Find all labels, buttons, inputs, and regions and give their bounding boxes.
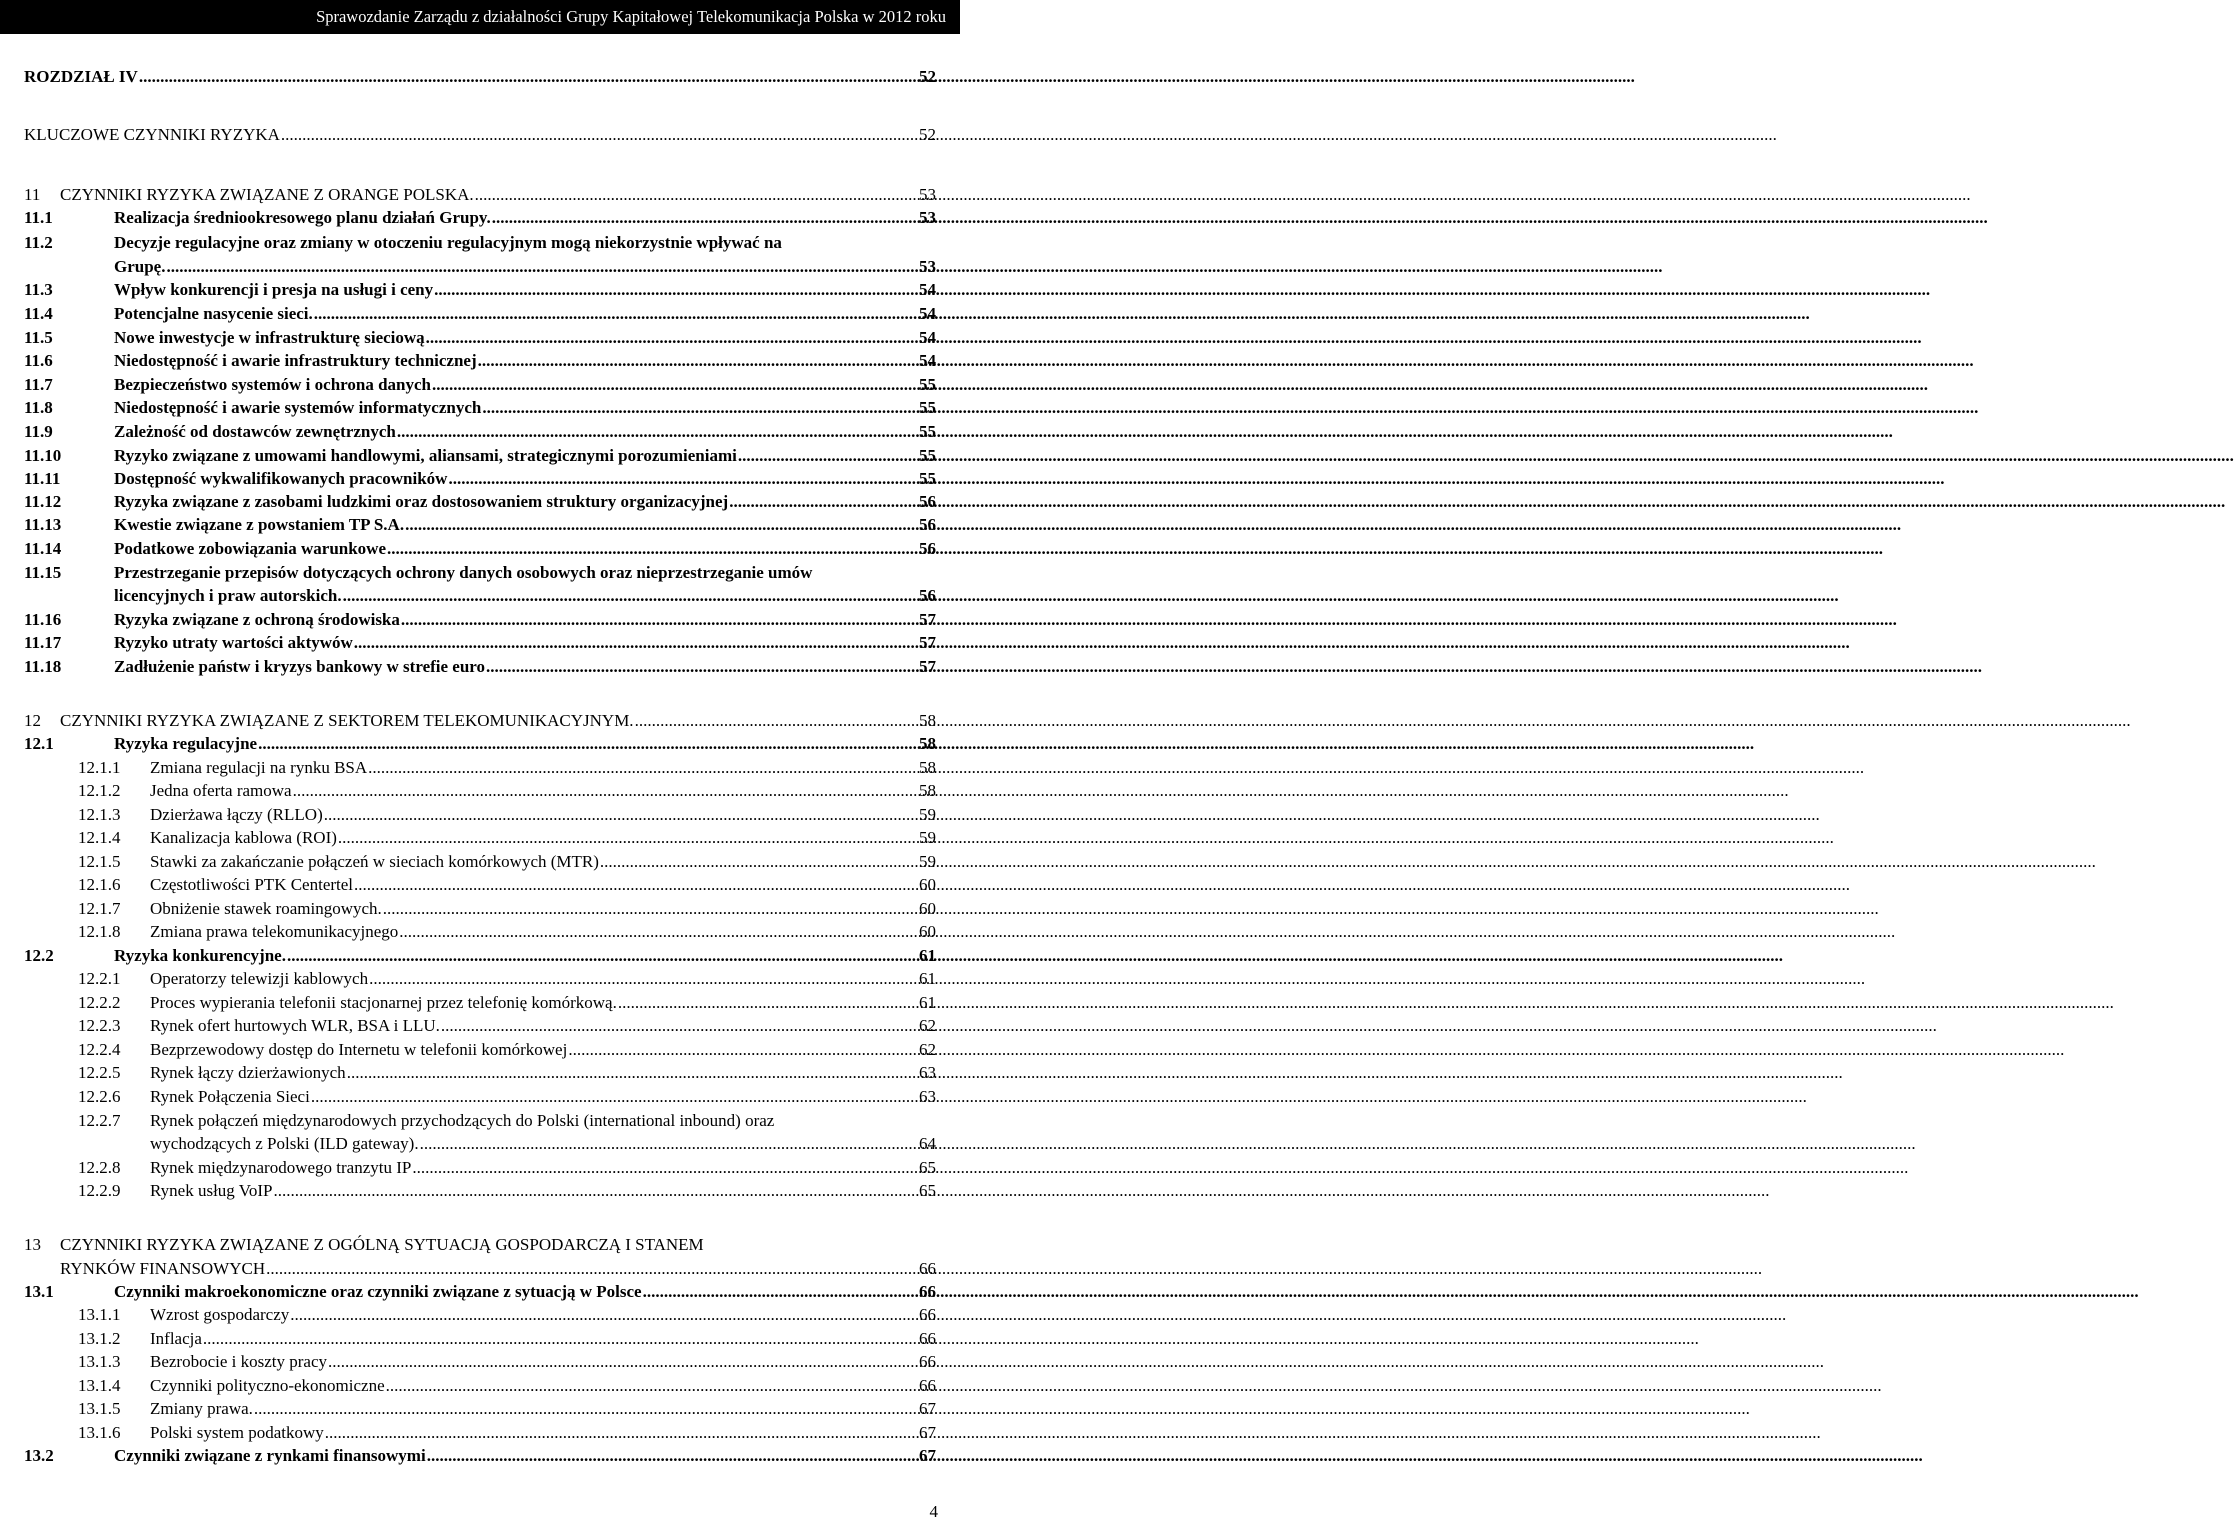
toc-entry-number: 12.1.8 <box>78 922 121 941</box>
dot-leader <box>427 1445 1923 1466</box>
toc-entry-page: 55 <box>919 398 936 417</box>
toc-entry-number: 11.3 <box>24 280 53 299</box>
header-title: Sprawozdanie Zarządu z działalności Grupy Kapitałowej Telekomunikacja Polska w 2012 roku <box>316 7 946 26</box>
toc-entry-page: 56 <box>919 515 936 534</box>
dot-leader <box>401 609 1897 630</box>
toc-entry-number: 13.1.5 <box>78 1399 121 1418</box>
toc-entry[interactable] <box>0 279 960 300</box>
toc-entry-title: Wpływ konkurencji i presja na usługi i ceny <box>114 280 434 299</box>
toc-entry-page: 59 <box>919 828 936 847</box>
toc-entry-title: licencyjnych i praw autorskich. <box>114 586 342 605</box>
toc-entry-title: Bezrobocie i koszty pracy <box>150 1352 328 1371</box>
dot-leader <box>482 397 1978 418</box>
toc-entry-title: Dzierżawa łączy (RLLO) <box>150 805 323 824</box>
dot-leader <box>475 184 1971 205</box>
toc-entry-page: 66 <box>919 1305 936 1324</box>
toc-entry-page: 54 <box>919 280 936 299</box>
toc-entry[interactable] <box>0 992 960 1013</box>
dot-leader <box>405 514 1901 535</box>
toc-entry-number: 12.1.2 <box>78 781 121 800</box>
toc-entry-title: Kanalizacja kablowa (ROI) <box>150 828 337 847</box>
toc-entry[interactable] <box>0 733 960 754</box>
toc-entry[interactable] <box>0 874 960 895</box>
toc-entry-page: 66 <box>919 1329 936 1348</box>
toc-entry-number: 11.6 <box>24 351 53 370</box>
dot-leader <box>432 374 1928 395</box>
toc-entry-page: 54 <box>919 351 936 370</box>
toc-entry-title: Zależność od dostawców zewnętrznych <box>114 422 396 441</box>
toc-entry-title: Ryzyka regulacyjne <box>114 734 258 753</box>
toc-entry[interactable] <box>0 1445 960 1466</box>
toc-entry-page: 61 <box>919 946 936 965</box>
toc-entry[interactable] <box>0 1039 960 1060</box>
toc-entry-page: 57 <box>919 657 936 676</box>
toc-entry[interactable] <box>0 968 960 989</box>
toc-entry-title: Realizacja średniookresowego planu działań Grupy. <box>114 208 491 227</box>
toc-entry-number: 11.9 <box>24 422 53 441</box>
toc-entry-title: CZYNNIKI RYZYKA ZWIĄZANE Z SEKTOREM TELEKOMUNIKACYJNYM. <box>60 711 634 730</box>
toc-entry-page: 66 <box>919 1282 936 1301</box>
toc-entry-page: 54 <box>919 328 936 347</box>
toc-entry-page: 57 <box>919 610 936 629</box>
toc-entry-page: 66 <box>919 1352 936 1371</box>
dot-leader <box>448 468 1944 489</box>
toc-entry-page: 53 <box>919 185 936 204</box>
toc-entry-title: Dostępność wykwalifikowanych pracowników <box>114 469 448 488</box>
dot-leader <box>266 1258 1762 1279</box>
toc-entry[interactable] <box>0 445 960 466</box>
toc-entry-title: Kwestie związane z powstaniem TP S.A. <box>114 515 405 534</box>
toc-entry-title-line1: Przestrzeganie przepisów dotyczących ochrony danych osobowych oraz nieprzestrzeganie umów <box>114 563 813 582</box>
toc-entry-number: 13.1.1 <box>78 1305 121 1324</box>
toc-entry-number: 13.1 <box>24 1282 54 1301</box>
toc-entry-page: 65 <box>919 1158 936 1177</box>
toc-entry-title: Ryzyka związane z ochroną środowiska <box>114 610 400 629</box>
toc-entry-page: 60 <box>919 922 936 941</box>
toc-entry-number: 13 <box>24 1235 41 1254</box>
toc-entry-title: Wzrost gospodarczy <box>150 1305 290 1324</box>
toc-entry-page: 57 <box>919 633 936 652</box>
toc-entry-page: 67 <box>919 1446 936 1465</box>
toc-entry-number: 12.2 <box>24 946 54 965</box>
toc-entry-number: 11.4 <box>24 304 53 323</box>
toc-entry[interactable] <box>0 1015 960 1036</box>
toc-entry-title: Zmiana regulacji na rynku BSA <box>150 758 368 777</box>
toc-entry-page: 58 <box>919 781 936 800</box>
toc-entry[interactable] <box>0 491 960 512</box>
toc-entry-title: Grupę. <box>114 257 166 276</box>
dot-leader <box>343 585 1839 606</box>
toc-entry-number: 11.12 <box>24 492 62 511</box>
table-of-contents <box>0 0 960 1529</box>
toc-entry-title: Częstotliwości PTK Centertel <box>150 875 354 894</box>
toc-entry-number: 13.2 <box>24 1446 54 1465</box>
toc-entry-page: 64 <box>919 1134 936 1153</box>
toc-entry-title: Podatkowe zobowiązania warunkowe <box>114 539 387 558</box>
toc-entry-number: 11 <box>24 185 41 204</box>
toc-entry[interactable] <box>0 656 960 677</box>
dot-leader <box>618 992 2114 1013</box>
dot-leader <box>369 968 1865 989</box>
dot-leader <box>338 827 1834 848</box>
toc-entry-page: 67 <box>919 1423 936 1442</box>
toc-entry-page: 61 <box>919 993 936 1012</box>
dot-leader <box>738 445 2234 466</box>
toc-entry-page: 52 <box>919 67 936 86</box>
toc-entry-number: 11.8 <box>24 398 53 417</box>
toc-entry-page: 58 <box>919 711 936 730</box>
toc-entry[interactable] <box>0 1281 960 1302</box>
toc-entry[interactable] <box>0 632 960 653</box>
dot-leader <box>311 1086 1807 1107</box>
dot-leader <box>386 1375 1882 1396</box>
toc-entry-title: wychodzących z Polski (ILD gateway). <box>150 1134 419 1153</box>
toc-entry-page: 66 <box>919 1259 936 1278</box>
toc-entry-number: 12.1.5 <box>78 852 121 871</box>
toc-entry-title: Stawki za zakańczanie połączeń w sieciach komórkowych (MTR) <box>150 852 599 871</box>
toc-entry-title: Zmiana prawa telekomunikacyjnego <box>150 922 399 941</box>
toc-entry[interactable] <box>0 1110 960 1154</box>
toc-entry-title: Niedostępność i awarie systemów informatycznych <box>114 398 482 417</box>
dot-leader <box>314 303 1810 324</box>
dot-leader <box>600 851 2096 872</box>
toc-entry[interactable] <box>0 1351 960 1372</box>
toc-entry-page: 55 <box>919 469 936 488</box>
dot-leader <box>290 1304 1786 1325</box>
toc-entry-number: 12.1.6 <box>78 875 121 894</box>
dot-leader <box>478 350 1974 371</box>
toc-entry[interactable] <box>0 1422 960 1443</box>
toc-entry[interactable] <box>0 945 960 966</box>
toc-entry-page: 67 <box>919 1399 936 1418</box>
toc-entry-number: 12.2.7 <box>78 1111 121 1130</box>
toc-entry-title: CZYNNIKI RYZYKA ZWIĄZANE Z ORANGE POLSKA. <box>60 185 474 204</box>
toc-entry-title: Zmiany prawa. <box>150 1399 253 1418</box>
toc-entry-title: Czynniki makroekonomiczne oraz czynniki związane z sytuacją w Polsce <box>114 1282 642 1301</box>
toc-entry[interactable] <box>0 827 960 848</box>
toc-entry-page: 55 <box>919 446 936 465</box>
dot-leader <box>492 207 1988 228</box>
dot-leader <box>324 804 1820 825</box>
dot-leader <box>325 1422 1821 1443</box>
toc-entry-number: 11.14 <box>24 539 62 558</box>
toc-entry-title: RYNKÓW FINANSOWYCH <box>60 1259 266 1278</box>
toc-entry-number: 12.1.7 <box>78 899 121 918</box>
toc-entry-title: Obniżenie stawek roamingowych. <box>150 899 382 918</box>
toc-entry-page: 53 <box>919 257 936 276</box>
toc-entry-page: 58 <box>919 734 936 753</box>
dot-leader <box>281 124 1777 145</box>
toc-entry-title: Potencjalne nasycenie sieci. <box>114 304 313 323</box>
toc-entry-title: Rynek łączy dzierżawionych <box>150 1063 346 1082</box>
toc-entry[interactable] <box>0 1180 960 1201</box>
toc-entry-number: 11.16 <box>24 610 62 629</box>
dot-leader <box>354 874 1850 895</box>
toc-entry-number: 11.1 <box>24 208 53 227</box>
toc-entry-page: 58 <box>919 758 936 777</box>
toc-entry-title: Proces wypierania telefonii stacjonarnej przez telefonię komórkową. <box>150 993 617 1012</box>
toc-entry-title: Zadłużenie państw i kryzys bankowy w strefie euro <box>114 657 486 676</box>
toc-entry-number: 11.18 <box>24 657 62 676</box>
toc-entry[interactable] <box>0 1304 960 1325</box>
dot-leader <box>293 780 1789 801</box>
toc-entry-title: Bezpieczeństwo systemów i ochrona danych <box>114 375 431 394</box>
toc-entry[interactable] <box>0 1062 960 1083</box>
toc-entry[interactable] <box>0 804 960 825</box>
toc-entry-title: Nowe inwestycje w infrastrukturę sieciową <box>114 328 425 347</box>
toc-entry-page: 61 <box>919 969 936 988</box>
toc-entry-page: 59 <box>919 852 936 871</box>
toc-entry[interactable] <box>0 921 960 942</box>
toc-entry[interactable] <box>0 350 960 371</box>
dot-leader <box>486 656 1982 677</box>
toc-entry[interactable] <box>0 1375 960 1396</box>
dot-leader <box>420 1133 1916 1154</box>
toc-entry-number: 11.11 <box>24 469 61 488</box>
dot-leader <box>347 1062 1843 1083</box>
toc-entry[interactable] <box>0 562 960 606</box>
toc-entry-number: 12.1.4 <box>78 828 121 847</box>
toc-entry[interactable] <box>0 327 960 348</box>
toc-entry-number: 12.2.8 <box>78 1158 121 1177</box>
toc-entry-number: 12.2.2 <box>78 993 121 1012</box>
toc-entry-page: 60 <box>919 875 936 894</box>
toc-entry-page: 66 <box>919 1376 936 1395</box>
toc-entry-number: 12.2.5 <box>78 1063 121 1082</box>
toc-entry[interactable] <box>0 780 960 801</box>
dot-leader <box>568 1039 2064 1060</box>
toc-entry-title: Jedna oferta ramowa <box>150 781 292 800</box>
toc-entry[interactable] <box>0 1234 960 1279</box>
toc-entry-number: 13.1.4 <box>78 1376 121 1395</box>
dot-leader <box>273 1180 1769 1201</box>
toc-entry-page: 53 <box>919 208 936 227</box>
toc-entry-number: 13.1.6 <box>78 1423 121 1442</box>
toc-entry-page: 56 <box>919 492 936 511</box>
toc-entry[interactable] <box>0 232 960 277</box>
toc-entry-page: 54 <box>919 304 936 323</box>
toc-entry-title: Rynek usług VoIP <box>150 1181 273 1200</box>
dot-leader <box>139 66 1635 87</box>
toc-entry[interactable] <box>0 1328 960 1349</box>
toc-entry-page: 65 <box>919 1181 936 1200</box>
toc-entry-title: Rynek ofert hurtowych WLR, BSA i LLU. <box>150 1016 440 1035</box>
toc-entry-page: 56 <box>919 539 936 558</box>
toc-entry-number: 12.1.1 <box>78 758 121 777</box>
dot-leader <box>287 945 1783 966</box>
toc-entry[interactable] <box>0 397 960 418</box>
toc-entry-number: 11.17 <box>24 633 62 652</box>
toc-entry-title-line1: Decyzje regulacyjne oraz zmiany w otoczeniu regulacyjnym mogą niekorzystnie wpływać na <box>114 233 782 252</box>
toc-entry-page: 59 <box>919 805 936 824</box>
toc-entry-title: Czynniki związane z rynkami finansowymi <box>114 1446 426 1465</box>
dot-leader <box>441 1015 1937 1036</box>
toc-entry-number: 11.5 <box>24 328 53 347</box>
page-number: 4 <box>929 1502 938 1521</box>
dot-leader <box>635 710 2131 731</box>
toc-entry-number: 12 <box>24 711 41 730</box>
toc-entry[interactable] <box>0 538 960 559</box>
toc-entry-number: 11.2 <box>24 233 53 252</box>
toc-entry-page: 63 <box>919 1063 936 1082</box>
toc-entry-number: 11.7 <box>24 375 53 394</box>
dot-leader <box>387 538 1883 559</box>
dot-leader <box>426 327 1922 348</box>
toc-entry-number: 11.13 <box>24 515 62 534</box>
toc-entry[interactable] <box>0 303 960 324</box>
dot-leader <box>328 1351 1824 1372</box>
toc-entry-title: Polski system podatkowy <box>150 1423 324 1442</box>
toc-entry-title: Ryzyko utraty wartości aktywów <box>114 633 353 652</box>
toc-entry-title: Inflacja <box>150 1329 202 1348</box>
toc-entry-title-line1: CZYNNIKI RYZYKA ZWIĄZANE Z OGÓLNĄ SYTUACJĄ GOSPODARCZĄ I STANEM <box>60 1235 704 1254</box>
toc-entry[interactable] <box>0 1086 960 1107</box>
dot-leader <box>383 898 1879 919</box>
toc-entry[interactable] <box>0 514 960 535</box>
toc-entry-title-line1: Rynek połączeń międzynarodowych przychodzących do Polski (international inbound) oraz <box>150 1111 775 1130</box>
toc-entry[interactable] <box>0 207 960 228</box>
toc-entry[interactable] <box>0 468 960 489</box>
toc-entry-page: 55 <box>919 422 936 441</box>
toc-entry-title: Ryzyka związane z zasobami ludzkimi oraz dostosowaniem struktury organizacyjnej <box>114 492 729 511</box>
toc-entry-number: 12.2.4 <box>78 1040 121 1059</box>
dot-leader <box>729 491 2225 512</box>
toc-entry-page: 62 <box>919 1040 936 1059</box>
toc-entry-title: Rynek międzynarodowego tranzytu IP <box>150 1158 412 1177</box>
toc-entry-title: Bezprzewodowy dostęp do Internetu w telefonii komórkowej <box>150 1040 568 1059</box>
toc-entry-number: 11.10 <box>24 446 62 465</box>
toc-entry-title: Ryzyko związane z umowami handlowymi, aliansami, strategicznymi porozumieniami <box>114 446 737 465</box>
dot-leader <box>254 1398 1750 1419</box>
toc-entry-page: 56 <box>919 586 936 605</box>
dot-leader <box>643 1281 2139 1302</box>
toc-entry-title: Operatorzy telewizji kablowych <box>150 969 369 988</box>
toc-entry-title: Niedostępność i awarie infrastruktury technicznej <box>114 351 477 370</box>
toc-entry-number: 12.1 <box>24 734 54 753</box>
toc-entry-page: 62 <box>919 1016 936 1035</box>
toc-entry-page: 63 <box>919 1087 936 1106</box>
toc-entry-number: 12.2.1 <box>78 969 121 988</box>
toc-entry-page: 52 <box>919 125 936 144</box>
dot-leader <box>166 256 1662 277</box>
toc-entry[interactable] <box>0 851 960 872</box>
toc-entry[interactable] <box>0 757 960 778</box>
toc-entry-title: Ryzyka konkurencyjne. <box>114 946 286 965</box>
dot-leader <box>397 421 1893 442</box>
toc-entry[interactable] <box>0 710 960 731</box>
dot-leader <box>354 632 1850 653</box>
toc-entry-page: 60 <box>919 899 936 918</box>
toc-entry-number: 12.2.3 <box>78 1016 121 1035</box>
toc-entry[interactable] <box>0 421 960 442</box>
toc-entry[interactable] <box>0 374 960 395</box>
toc-entry[interactable] <box>0 898 960 919</box>
toc-entry-title: ROZDZIAŁ IV <box>24 67 138 86</box>
toc-entry-number: 12.1.3 <box>78 805 121 824</box>
toc-entry-number: 12.2.9 <box>78 1181 121 1200</box>
toc-entry-number: 13.1.2 <box>78 1329 121 1348</box>
toc-entry[interactable] <box>0 1157 960 1178</box>
dot-leader <box>434 279 1930 300</box>
toc-entry[interactable] <box>0 184 960 205</box>
dot-leader <box>399 921 1895 942</box>
dot-leader <box>412 1157 1908 1178</box>
dot-leader <box>258 733 1754 754</box>
toc-entry-title: KLUCZOWE CZYNNIKI RYZYKA <box>24 125 280 144</box>
toc-entry[interactable] <box>0 1398 960 1419</box>
toc-entry-title: Czynniki polityczno-ekonomiczne <box>150 1376 385 1395</box>
dot-leader <box>368 757 1864 778</box>
toc-entry-number: 12.2.6 <box>78 1087 121 1106</box>
toc-entry-number: 13.1.3 <box>78 1352 121 1371</box>
toc-entry[interactable] <box>0 609 960 630</box>
toc-entry-page: 55 <box>919 375 936 394</box>
toc-entry-title: Rynek Połączenia Sieci <box>150 1087 310 1106</box>
dot-leader <box>203 1328 1699 1349</box>
toc-entry-number: 11.15 <box>24 563 62 582</box>
